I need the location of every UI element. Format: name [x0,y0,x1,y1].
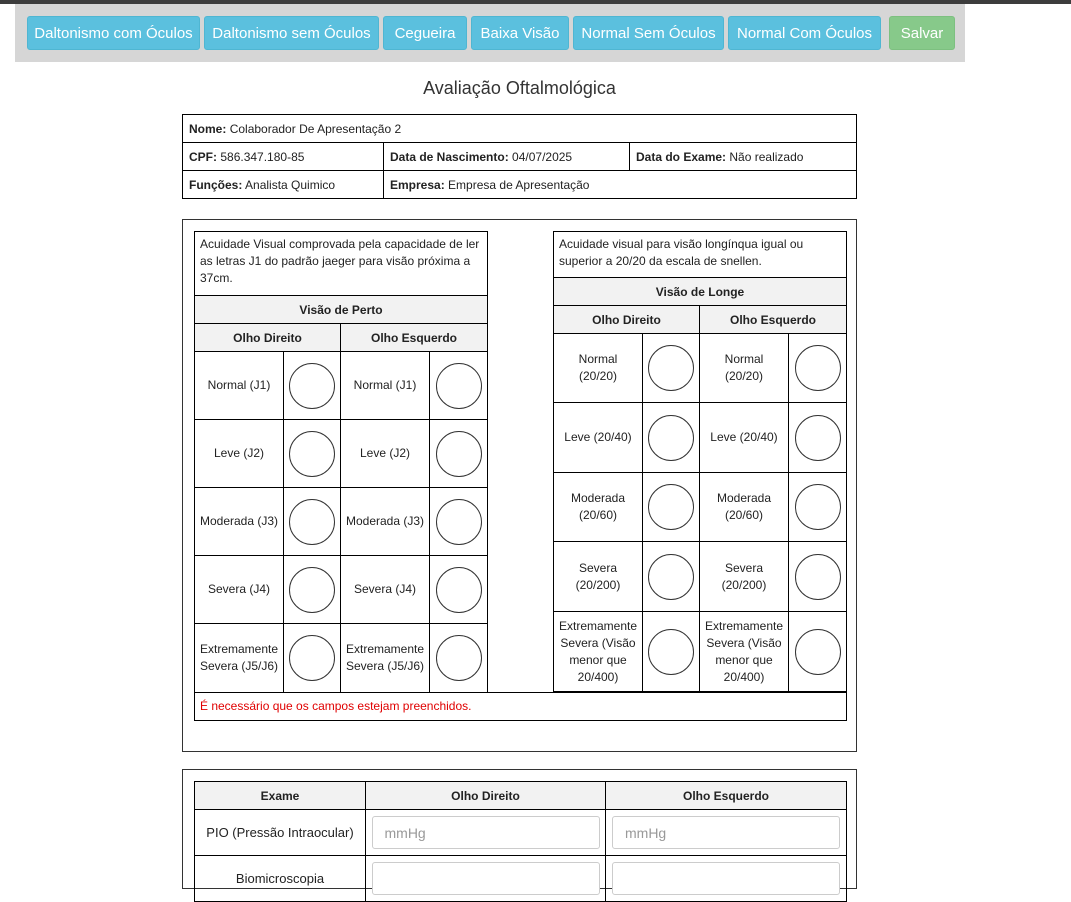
near-left-level-label: Normal (J1) [341,352,430,420]
far-vision-table [553,231,847,692]
page-title: Avaliação Oftalmológica [423,78,616,98]
far-left-level-label: Leve (20/40) [700,403,789,473]
exam-row-label: PIO (Pressão Intraocular) [195,810,366,856]
near-right-option-cell [284,352,341,420]
far-left-option-cell [789,612,847,692]
near-left-extremamente-severa-radio[interactable] [436,635,482,681]
far-right-option-cell [643,542,700,612]
near-right-extremamente-severa-radio[interactable] [289,635,335,681]
near-left-normal-radio[interactable] [436,363,482,409]
near-left-eye-header: Olho Esquerdo [341,324,488,352]
far-right-level-label: Normal (20/20) [554,334,643,403]
far-left-option-cell [789,542,847,612]
far-left-eye-header: Olho Esquerdo [700,306,847,334]
birth-date-value: 04/07/2025 [512,149,573,164]
cpf-value: 586.347.180-85 [220,149,305,164]
near-right-normal-radio[interactable] [289,363,335,409]
exam-row-left-cell [606,856,847,902]
far-right-option-cell [643,612,700,692]
exam-section [182,769,857,889]
near-right-leve-radio[interactable] [289,431,335,477]
near-right-option-cell [284,624,341,693]
near-left-option-cell [430,624,488,693]
far-vision-description: Acuidade visual para visão longínqua igual ou superior a 20/20 da escala de snellen. [554,232,847,278]
near-left-level-label: Moderada (J3) [341,488,430,556]
birth-date-cell: Data de Nascimento: 04/07/2025 [384,143,630,171]
functions-value: Analista Quimico [245,177,336,192]
far-right-option-cell [643,403,700,473]
validation-warning: É necessário que os campos estejam preenchidos. [194,692,847,721]
cpf-cell: CPF: 586.347.180-85 [183,143,384,171]
far-right-level-label: Leve (20/40) [554,403,643,473]
far-right-option-cell [643,334,700,403]
far-right-normal-radio[interactable] [648,345,694,391]
far-left-level-label: Severa (20/200) [700,542,789,612]
patient-info-table [182,114,857,199]
exam-row2-left-input[interactable] [612,862,840,895]
near-left-option-cell [430,420,488,488]
far-left-severa-radio[interactable] [795,554,841,600]
near-left-level-label: Extremamente Severa (J5/J6) [341,624,430,693]
near-left-option-cell [430,556,488,624]
normal-sem-oculos-button[interactable]: Normal Sem Óculos [573,16,724,50]
near-left-leve-radio[interactable] [436,431,482,477]
far-right-severa-radio[interactable] [648,554,694,600]
far-left-option-cell [789,403,847,473]
far-right-option-cell [643,473,700,542]
near-right-moderada-radio[interactable] [289,499,335,545]
far-right-level-label: Extremamente Severa (Visão menor que 20/400) [554,612,643,692]
exam-column-header: Exame [195,782,366,810]
baixa-visao-button[interactable]: Baixa Visão [471,16,569,50]
near-right-option-cell [284,488,341,556]
far-left-level-label: Normal (20/20) [700,334,789,403]
near-left-option-cell [430,352,488,420]
far-right-level-label: Moderada (20/60) [554,473,643,542]
far-left-leve-radio[interactable] [795,415,841,461]
near-left-moderada-radio[interactable] [436,499,482,545]
right-eye-column-header: Olho Direito [366,782,606,810]
pio-left-input[interactable] [612,816,840,849]
far-left-level-label: Extremamente Severa (Visão menor que 20/400) [700,612,789,692]
near-right-level-label: Severa (J4) [195,556,284,624]
far-left-option-cell [789,473,847,542]
exam-row-right-cell [366,810,606,856]
near-vision-table [194,231,488,693]
exam-row-label: Biomicroscopia [195,856,366,902]
far-right-level-label: Severa (20/200) [554,542,643,612]
exam-date-cell: Data do Exame: Não realizado [630,143,857,171]
near-right-option-cell [284,420,341,488]
near-right-severa-radio[interactable] [289,567,335,613]
name-value: Colaborador De Apresentação 2 [229,121,402,136]
pio-right-input[interactable] [372,816,600,849]
near-vision-title: Visão de Perto [195,296,488,324]
exam-row-left-cell [606,810,847,856]
near-right-eye-header: Olho Direito [195,324,341,352]
near-right-level-label: Leve (J2) [195,420,284,488]
far-left-option-cell [789,334,847,403]
near-left-option-cell [430,488,488,556]
far-left-level-label: Moderada (20/60) [700,473,789,542]
exam-date-value: Não realizado [729,149,804,164]
far-vision-title: Visão de Longe [554,278,847,306]
save-button[interactable]: Salvar [889,16,955,50]
normal-com-oculos-button[interactable]: Normal Com Óculos [728,16,881,50]
far-right-leve-radio[interactable] [648,415,694,461]
far-right-extremamente-severa-radio[interactable] [648,629,694,675]
near-vision-description: Acuidade Visual comprovada pela capacidade de ler as letras J1 do padrão jaeger para visão próxima a 37cm. [195,232,488,296]
company-value: Empresa de Apresentação [448,177,590,192]
near-right-level-label: Moderada (J3) [195,488,284,556]
near-left-level-label: Severa (J4) [341,556,430,624]
exam-row-right-cell [366,856,606,902]
far-left-moderada-radio[interactable] [795,484,841,530]
cegueira-button[interactable]: Cegueira [383,16,467,50]
near-left-level-label: Leve (J2) [341,420,430,488]
exam-table [194,781,847,902]
exam-row2-right-input[interactable] [372,862,600,895]
name-cell: Nome: Colaborador De Apresentação 2 [183,115,857,143]
far-right-moderada-radio[interactable] [648,484,694,530]
far-left-normal-radio[interactable] [795,345,841,391]
far-right-eye-header: Olho Direito [554,306,700,334]
daltonismo-sem-oculos-button[interactable]: Daltonismo sem Óculos [204,16,379,50]
far-left-extremamente-severa-radio[interactable] [795,629,841,675]
left-eye-column-header: Olho Esquerdo [606,782,847,810]
toolbar [15,4,965,62]
near-right-level-label: Normal (J1) [195,352,284,420]
visual-acuity-section [182,219,857,752]
company-cell: Empresa: Empresa de Apresentação [384,171,857,199]
near-left-severa-radio[interactable] [436,567,482,613]
functions-cell: Funções: Analista Quimico [183,171,384,199]
near-right-option-cell [284,556,341,624]
daltonismo-com-oculos-button[interactable]: Daltonismo com Óculos [27,16,200,50]
near-right-level-label: Extremamente Severa (J5/J6) [195,624,284,693]
